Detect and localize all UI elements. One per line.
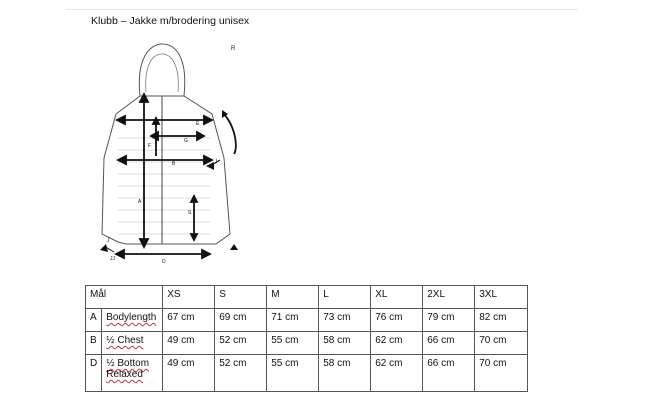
row-code: D (86, 355, 102, 392)
jacket-outline-svg (96, 38, 256, 268)
row-code: B (86, 332, 102, 355)
table-row (86, 332, 528, 355)
row-name (102, 355, 163, 392)
table-cell: 71 cm (267, 309, 319, 332)
label-I: I (216, 159, 218, 165)
table-cell: 49 cm (163, 332, 215, 355)
table-cell: 79 cm (423, 309, 475, 332)
header-size: S (215, 286, 267, 309)
table-cell: 55 cm (267, 332, 319, 355)
document-title: Klubb – Jakke m/brodering unisex (91, 15, 250, 27)
row-name-text: ½ Chest (106, 335, 144, 346)
size-table (85, 285, 528, 392)
header-size: XS (163, 286, 215, 309)
label-B: B (172, 161, 176, 167)
label-S: S (188, 210, 192, 216)
row-name-text: Bodylength (106, 312, 157, 323)
table-cell: 49 cm (163, 355, 215, 392)
label-R: R (231, 46, 236, 52)
label-D: D (162, 259, 166, 265)
label-G: G (184, 138, 188, 144)
table-cell: 76 cm (371, 309, 423, 332)
table-cell: 69 cm (215, 309, 267, 332)
header-size: XL (371, 286, 423, 309)
table-cell: 52 cm (215, 332, 267, 355)
table-row (86, 309, 528, 332)
jacket-diagram (96, 38, 256, 268)
table-header-row (86, 286, 528, 309)
page-top-rule (66, 9, 578, 10)
table-cell: 73 cm (319, 309, 371, 332)
table-cell: 67 cm (163, 309, 215, 332)
table-cell: 58 cm (319, 355, 371, 392)
table-cell: 70 cm (475, 332, 528, 355)
table-cell: 52 cm (215, 355, 267, 392)
header-size: L (319, 286, 371, 309)
header-size: 3XL (475, 286, 528, 309)
row-name (102, 309, 163, 332)
table-cell: 55 cm (267, 355, 319, 392)
table-cell: 62 cm (371, 355, 423, 392)
row-code: A (86, 309, 102, 332)
header-size: 2XL (423, 286, 475, 309)
table-cell: 66 cm (423, 332, 475, 355)
header-size: M (267, 286, 319, 309)
label-J: J (107, 238, 110, 244)
row-name (102, 332, 163, 355)
table-cell: 58 cm (319, 332, 371, 355)
table-row (86, 355, 528, 392)
table-cell: 70 cm (475, 355, 528, 392)
header-measure: Mål (86, 286, 163, 309)
row-name-text: ½ Bottom Relaxed (106, 358, 150, 380)
table-cell: 82 cm (475, 309, 528, 332)
label-E: E (196, 121, 200, 127)
table-cell: 66 cm (423, 355, 475, 392)
label-A: A (138, 199, 142, 205)
table-cell: 62 cm (371, 332, 423, 355)
label-F: F (148, 143, 152, 149)
label-JJ: JJ (110, 256, 115, 262)
